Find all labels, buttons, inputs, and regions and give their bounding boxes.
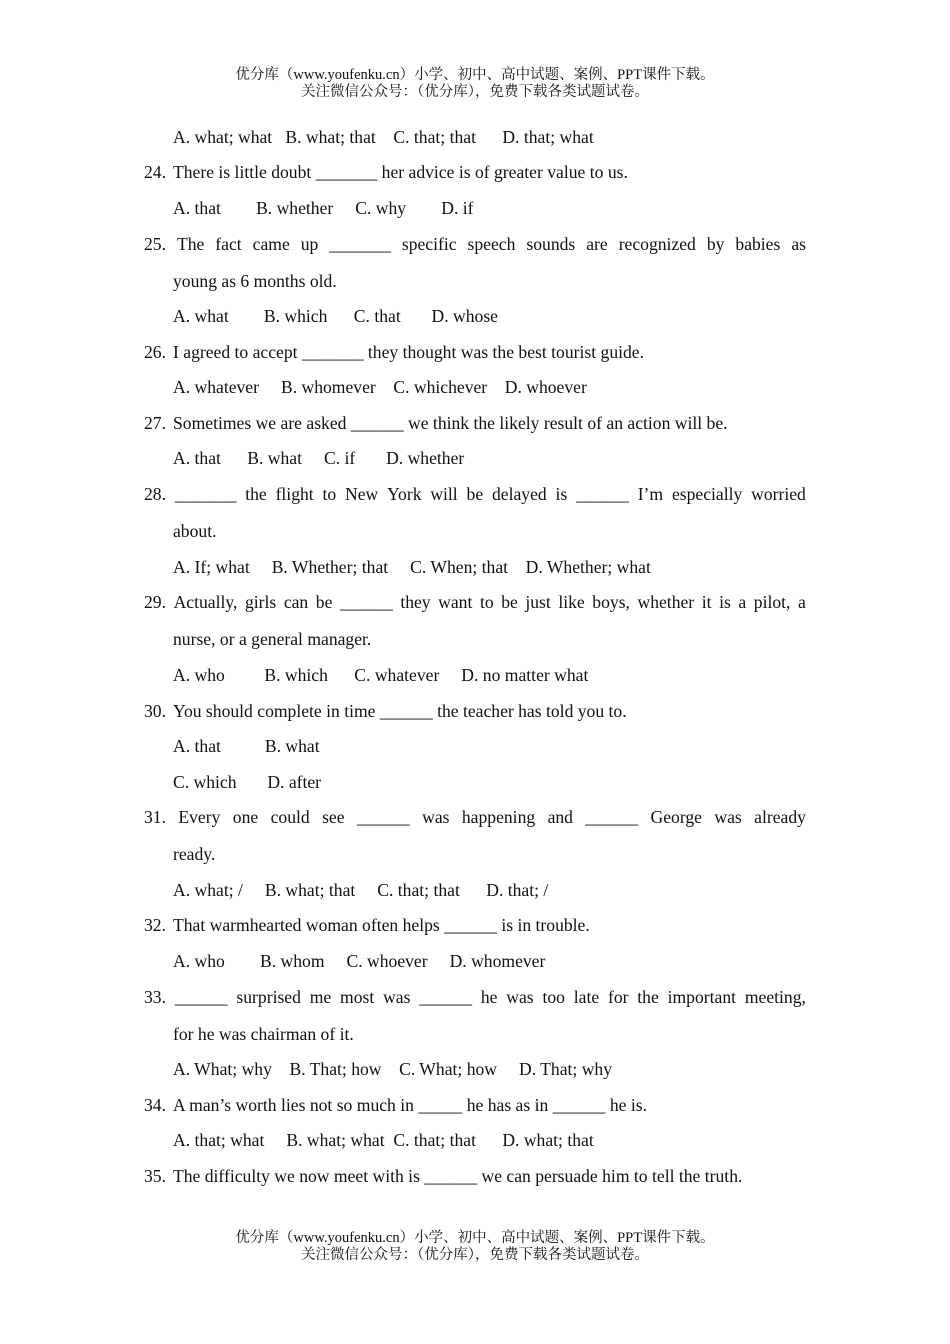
question-number: 29. (144, 592, 166, 612)
q34-options: A. that; what B. what; what C. that; that D. what; that (173, 1130, 594, 1150)
word: important (667, 987, 737, 1007)
word: to (479, 592, 494, 612)
word: want (438, 592, 473, 612)
question-text: The difficulty we now meet with is ______ we can persuade him to tell the truth. (173, 1166, 743, 1186)
word: happening (461, 807, 536, 827)
question-text: Sometimes we are asked ______ we think the likely result of an action will be. (173, 413, 728, 433)
word: ______ (576, 484, 629, 504)
word: speech (467, 234, 516, 254)
word: George (650, 807, 702, 827)
word: _______ (174, 484, 237, 504)
q24-options: A. that B. whether C. why D. if (173, 198, 474, 218)
word: ______ (174, 987, 228, 1007)
word: babies (735, 234, 781, 254)
word: are (586, 234, 608, 254)
q33-options: A. What; why B. That; how C. What; how D. That; why (173, 1059, 613, 1079)
word: especially (671, 484, 743, 504)
question-24 (144, 161, 806, 183)
question-number: 35. (144, 1166, 166, 1186)
q31-options: A. what; / B. what; that C. that; that D. that; / (173, 880, 549, 900)
word: can (283, 592, 309, 612)
word: ______ (356, 807, 410, 827)
word: was (383, 987, 411, 1007)
question-29 (144, 591, 806, 613)
word: for (607, 987, 629, 1007)
q26-options: A. whatever B. whomever C. whichever D. whoever (173, 377, 587, 397)
word: Every (178, 807, 221, 827)
word: meeting, (744, 987, 806, 1007)
question-27 (144, 412, 806, 434)
word: see (322, 807, 345, 827)
question-35 (144, 1165, 806, 1187)
question-31 (144, 806, 806, 828)
word: ______ (419, 987, 473, 1007)
q30-options-row-1: A. that B. what (173, 736, 320, 756)
word: he (480, 987, 498, 1007)
word: too (542, 987, 565, 1007)
question-text: A man’s worth lies not so much in _____ he has as in ______ he is. (173, 1095, 648, 1115)
word: the (245, 484, 267, 504)
word: I’m (637, 484, 664, 504)
word: was (714, 807, 742, 827)
word: a (798, 592, 806, 612)
word: could (270, 807, 310, 827)
question-33 (144, 986, 806, 1008)
word: was (506, 987, 534, 1007)
question-number: 24. (144, 162, 166, 182)
word: just (525, 592, 551, 612)
word: be (501, 592, 518, 612)
word: ______ (339, 592, 393, 612)
word: New (345, 484, 379, 504)
question-28 (144, 483, 806, 505)
q23-options: A. what; what B. what; that C. that; that D. that; what (173, 127, 594, 147)
question-30 (144, 700, 806, 722)
word: already (754, 807, 806, 827)
q27-options: A. that B. what C. if D. whether (173, 448, 465, 468)
word: The (176, 234, 205, 254)
word: sounds (526, 234, 576, 254)
q28-text-continued: about. (173, 521, 217, 541)
word: it (701, 592, 712, 612)
q30-options-row-2: C. which D. after (173, 772, 322, 792)
question-text: That warmhearted woman often helps ______ is in trouble. (173, 915, 590, 935)
word: a (738, 592, 747, 612)
word: by (706, 234, 725, 254)
word: delayed (491, 484, 547, 504)
header-line-2: 关注微信公众号：（优分库），免费下载各类试题试卷。 (301, 84, 649, 100)
q32-options: A. who B. whom C. whoever D. whomever (173, 951, 546, 971)
word: York (387, 484, 422, 504)
question-number: 31. (144, 807, 166, 827)
word: boys, (592, 592, 630, 612)
page-header (0, 67, 950, 101)
word: up (300, 234, 319, 254)
footer-line-2: 关注微信公众号：（优分库），免费下载各类试题试卷。 (301, 1247, 649, 1263)
question-text: I agreed to accept _______ they thought was the best tourist guide. (173, 342, 645, 362)
header-line-1: 优分库（www.youfenku.cn）小学、初中、高中试题、案例、PPT课件下载。 (235, 67, 715, 83)
page-footer (0, 1230, 950, 1264)
question-26 (144, 341, 806, 363)
word: like (558, 592, 585, 612)
question-number: 33. (144, 987, 166, 1007)
word: me (309, 987, 332, 1007)
word: Actually, (173, 592, 238, 612)
word: fact (215, 234, 242, 254)
word: as (791, 234, 806, 254)
q33-text-continued: for he was chairman of it. (173, 1024, 354, 1044)
question-number: 26. (144, 342, 166, 362)
question-number: 25. (144, 234, 166, 254)
word: recognized (618, 234, 696, 254)
question-text: You should complete in time ______ the teacher has told you to. (173, 701, 627, 721)
word: be (466, 484, 484, 504)
question-number: 30. (144, 701, 166, 721)
word: they (400, 592, 431, 612)
word: worried (751, 484, 806, 504)
q28-options: A. If; what B. Whether; that C. When; that D. Whether; what (173, 557, 651, 577)
word: came (252, 234, 290, 254)
footer-line-1: 优分库（www.youfenku.cn）小学、初中、高中试题、案例、PPT课件下载。 (235, 1230, 715, 1246)
q25-text-continued: young as 6 months old. (173, 271, 337, 291)
word: ______ (585, 807, 639, 827)
q25-options: A. what B. which C. that D. whose (173, 306, 498, 326)
word: surprised (236, 987, 301, 1007)
word: specific (401, 234, 457, 254)
word: will (430, 484, 458, 504)
question-number: 28. (144, 484, 166, 504)
q29-text-continued: nurse, or a general manager. (173, 629, 372, 649)
word: the (637, 987, 659, 1007)
word: to (322, 484, 337, 504)
word: most (340, 987, 375, 1007)
word: be (315, 592, 333, 612)
word: is (719, 592, 731, 612)
word: _______ (329, 234, 391, 254)
word: whether (637, 592, 695, 612)
word: and (547, 807, 573, 827)
q31-text-continued: ready. (173, 844, 216, 864)
question-number: 27. (144, 413, 166, 433)
question-number: 34. (144, 1095, 166, 1115)
question-number: 32. (144, 915, 166, 935)
question-32 (144, 914, 806, 936)
question-25 (144, 233, 806, 255)
word: flight (275, 484, 314, 504)
word: one (232, 807, 259, 827)
word: girls (244, 592, 277, 612)
word: late (573, 987, 600, 1007)
question-34 (144, 1094, 806, 1116)
question-text: There is little doubt _______ her advice is of greater value to us. (173, 162, 628, 182)
word: was (422, 807, 450, 827)
q29-options: A. who B. which C. whatever D. no matter what (173, 665, 589, 685)
word: is (555, 484, 568, 504)
word: pilot, (753, 592, 791, 612)
